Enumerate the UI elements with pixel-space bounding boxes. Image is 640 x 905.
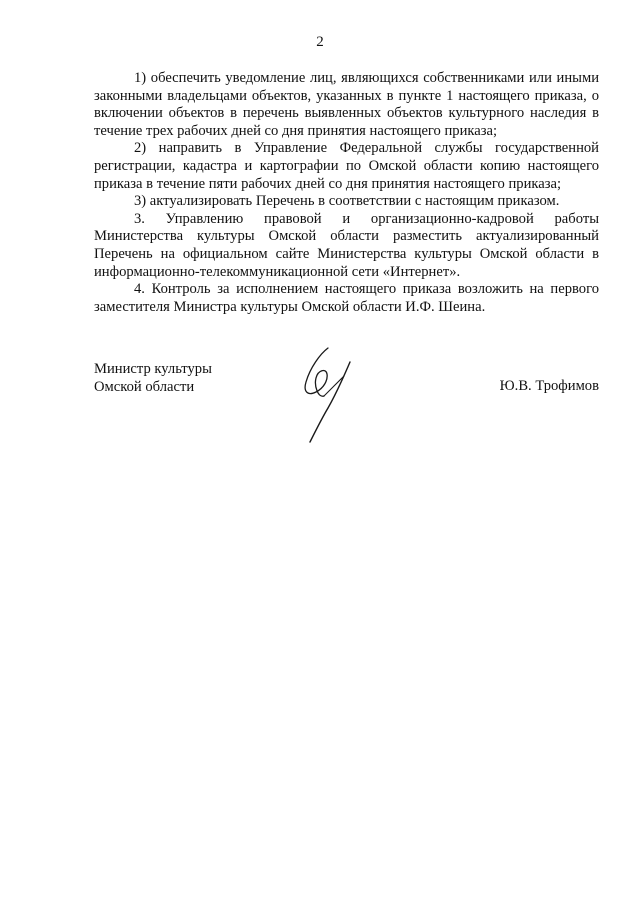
paragraph-publish-online: 3. Управлению правовой и организационно-кадровой работы Министерства культуры Омской области разместить актуализированный Перечень на официальном сайте Министерства культуры Омской области в информационно-телекоммуникационной сети «Интернет». [94,210,599,280]
signer-name: Ю.В. Трофимов [499,378,599,394]
paragraph-control: 4. Контроль за исполнением настоящего приказа возложить на первого заместителя Министра культуры Омской области И.Ф. Шеина. [94,281,599,315]
paragraph-send-copy-rosreestr: 2) направить в Управление Федеральной службы государственной регистрации, кадастра и картографии по Омской области копию настоящего приказа в течение пяти рабочих дней со дня принятия настоящего приказа; [94,140,599,192]
signature-block [94,360,599,450]
paragraph-update-list: 3) актуализировать Перечень в соответствии с настоящим приказом. [134,193,560,210]
signer-position-line1: Министр культуры [94,361,212,377]
signer-position-line2: Омской области [94,379,195,395]
page-number: 2 [316,34,324,50]
paragraph-notify-owners: 1) обеспечить уведомление лиц, являющихся собственниками или иными законными владельцами объектов, указанных в пункте 1 настоящего приказа, о включении объектов в перечень выявленных объектов культурного наследия в течение трех рабочих дней со дня принятия настоящего приказа; [94,70,599,139]
document-body [94,70,599,316]
signer-position [94,360,212,396]
handwritten-signature [294,346,364,446]
